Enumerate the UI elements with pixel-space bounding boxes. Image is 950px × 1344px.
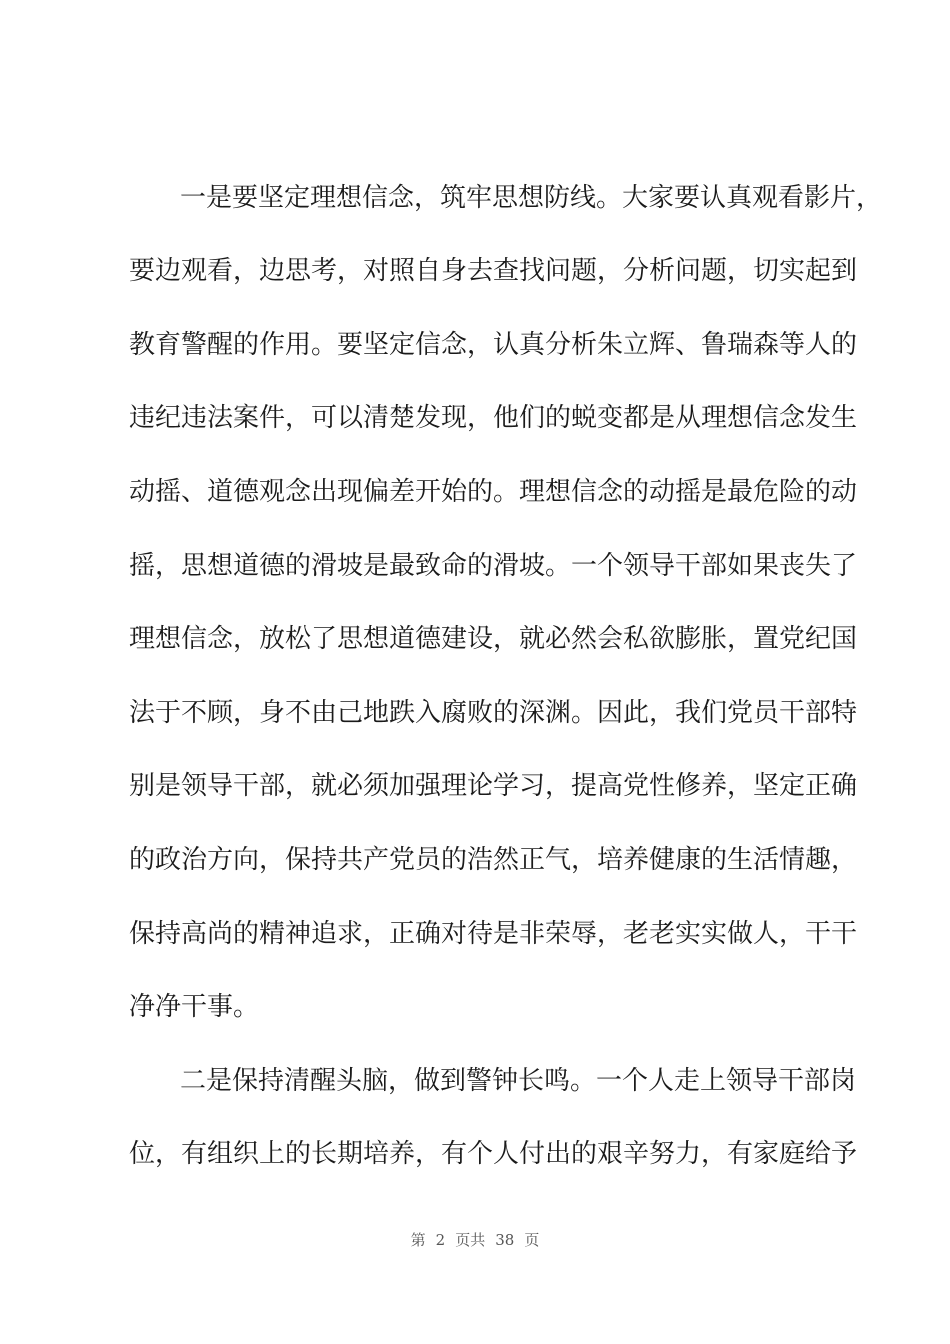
total-pages-number: 38 [495, 1231, 515, 1249]
paragraph-1-line-12: 净净干事。 [129, 992, 260, 1022]
paragraph-1-line-8: 法于不顾，身不由己地跌入腐败的深渊。因此，我们党员干部特 [129, 698, 858, 728]
page-label-prefix: 第 [410, 1231, 426, 1249]
paragraph-1-line-1: 一是要坚定理想信念，筑牢思想防线。大家要认真观看影片， [180, 183, 883, 213]
paragraph-1-line-9: 别是领导干部，就必须加强理论学习，提高党性修养，坚定正确 [129, 771, 858, 801]
current-page-number: 2 [435, 1231, 446, 1249]
page-label-mid: 页共 [455, 1231, 486, 1249]
page-label-suffix: 页 [524, 1231, 540, 1249]
paragraph-1-line-10: 的政治方向，保持共产党员的浩然正气，培养健康的生活情趣， [129, 845, 858, 875]
paragraph-1-line-11: 保持高尚的精神追求，正确对待是非荣辱，老老实实做人，干干 [129, 919, 858, 949]
paragraph-2-line-2: 位，有组织上的长期培养，有个人付出的艰辛努力，有家庭给予 [129, 1139, 858, 1169]
paragraph-1-line-4: 违纪违法案件，可以清楚发现，他们的蜕变都是从理想信念发生 [129, 403, 858, 433]
paragraph-2-line-1: 二是保持清醒头脑，做到警钟长鸣。一个人走上领导干部岗 [180, 1066, 857, 1096]
paragraph-1-line-6: 摇，思想道德的滑坡是最致命的滑坡。一个领导干部如果丧失了 [129, 551, 858, 581]
paragraph-1-line-3: 教育警醒的作用。要坚定信念，认真分析朱立辉、鲁瑞森等人的 [129, 330, 858, 360]
page-footer [0, 1229, 950, 1250]
paragraph-1-line-5: 动摇、道德观念出现偏差开始的。理想信念的动摇是最危险的动 [129, 477, 858, 507]
paragraph-1-line-2: 要边观看，边思考，对照自身去查找问题，分析问题，切实起到 [129, 256, 858, 286]
paragraph-1-line-7: 理想信念，放松了思想道德建设，就必然会私欲膨胀，置党纪国 [129, 624, 858, 654]
